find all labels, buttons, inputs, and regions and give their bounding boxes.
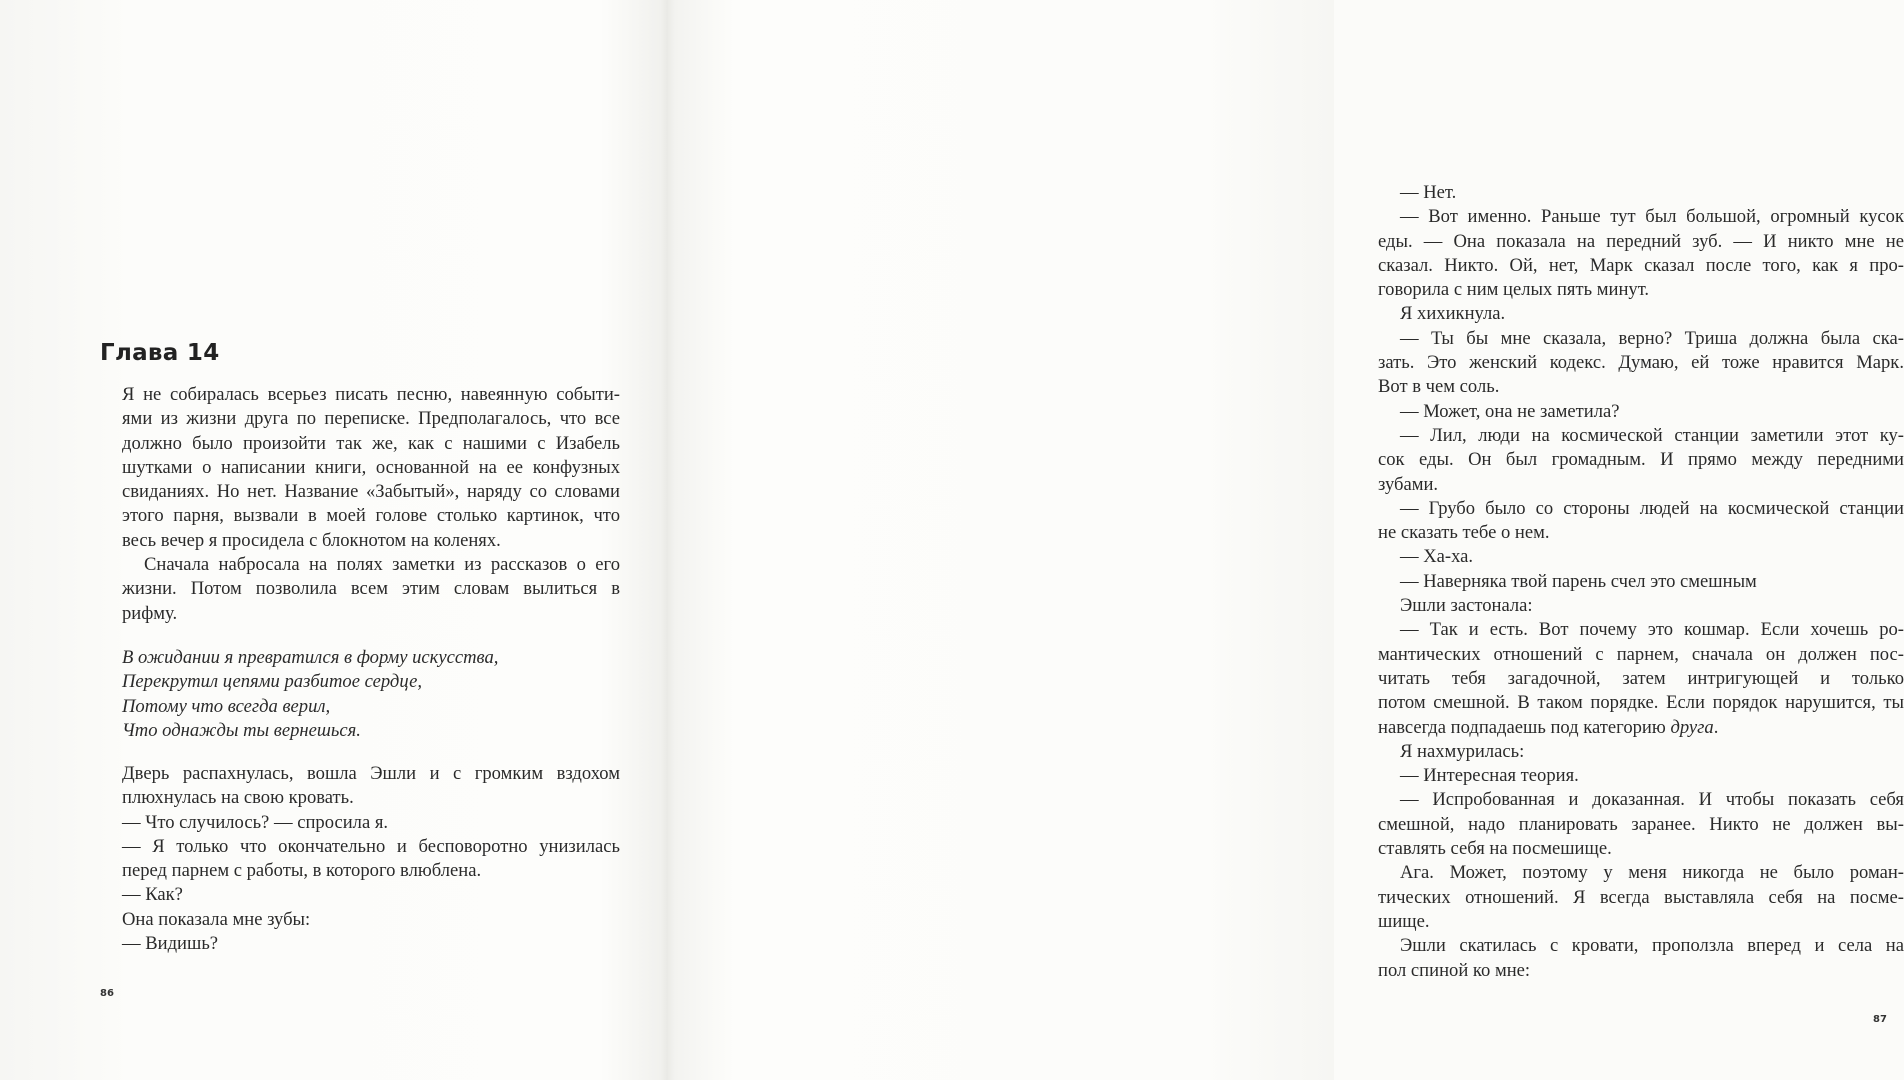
text-fragment: навсегда подпадаешь под категорию <box>1378 716 1666 738</box>
text-line: — Вот именно. Раньше тут был большой, огромный кусок <box>1400 206 1904 228</box>
text-line: не сказать тебе о нем. <box>1378 522 1550 544</box>
text-line: должно было произойти так же, как с нашими с Изабель <box>122 432 620 454</box>
text-line: Я хихикнула. <box>1400 303 1506 325</box>
text-line: читать тебя загадочной, затем интригующей и только <box>1378 667 1904 689</box>
text-line: этого парня, вызвали в моей голове столько картинок, что <box>122 505 620 527</box>
text-line: ями из жизни друга по переписке. Предполагалось, что все <box>122 408 620 430</box>
left-page <box>0 0 667 1080</box>
text-line: — Испробованная и доказанная. И чтобы показать себя <box>1400 789 1904 811</box>
left-dialog-text <box>122 762 620 956</box>
text-line: говорила с ним целых пять минут. <box>1378 279 1650 301</box>
text-line: смешной, надо планировать заранее. Никто не должен вы- <box>1378 813 1904 835</box>
text-line: сок еды. Он был громадным. И прямо между передними <box>1378 449 1904 471</box>
text-line: Вот в чем соль. <box>1378 376 1500 398</box>
poem-line: В ожидании я превратился в форму искусства, <box>122 647 499 668</box>
page-number: 86 <box>100 988 114 999</box>
text-line: свиданиях. Но нет. Название «Забытый», наряду со словами <box>122 481 620 503</box>
text-line: шутками о написании книги, основанной на ее конфузных <box>122 456 620 478</box>
text-line: пол спиной ко мне: <box>1378 959 1531 981</box>
text-line: зать. Это женский кодекс. Думаю, ей тоже нравится Марк. <box>1378 352 1904 374</box>
text-line: — Видишь? <box>122 933 219 955</box>
poem-block <box>122 646 498 743</box>
text-line: потом смешной. В таком порядке. Если порядок нарушится, ты <box>1378 692 1904 714</box>
text-line: перед парнем с работы, в которого влюблена. <box>122 860 482 882</box>
page-number: 87 <box>1873 1014 1887 1025</box>
text-line: — Как? <box>122 884 183 906</box>
text-line <box>1378 716 1904 740</box>
text-line: Я нахмурилась: <box>1400 740 1525 762</box>
text-line: — Так и есть. Вот почему это кошмар. Если хочешь ро- <box>1400 619 1904 641</box>
text-line: Она показала мне зубы: <box>122 908 311 930</box>
text-line: — Лил, люди на космической станции заметили этот ку- <box>1400 424 1904 446</box>
text-line: — Грубо было со стороны людей на космической станции <box>1400 497 1904 519</box>
right-body-text <box>1378 181 1904 983</box>
text-line: сказал. Никто. Ой, нет, Марк сказал после того, как я про- <box>1378 254 1904 276</box>
text-line: Эшли застонала: <box>1400 595 1533 617</box>
poem-line: Потому что всегда верил, <box>122 695 331 717</box>
text-line: шище. <box>1378 910 1430 932</box>
left-body-text <box>122 383 620 626</box>
text-line: Я не собиралась всерьез писать песню, навеянную событи- <box>122 384 620 405</box>
text-line: — Я только что окончательно и бесповоротно унизилась <box>122 835 620 857</box>
text-line: — Может, она не заметила? <box>1400 400 1620 422</box>
text-line: Ага. Может, поэтому у меня никогда не было роман- <box>1400 862 1904 884</box>
text-line: мантических отношений с парнем, сначала он должен пос- <box>1378 643 1904 665</box>
right-page <box>667 0 1904 1080</box>
text-line: рифму. <box>122 602 178 624</box>
text-line: еды. — Она показала на передний зуб. — И никто мне не <box>1378 230 1904 252</box>
text-line: — Ха-ха. <box>1400 546 1474 568</box>
text-line: тических отношений. Я всегда выставляла себя на посме- <box>1378 886 1904 908</box>
text-line: зубами. <box>1378 473 1439 495</box>
text-line: — Ты бы мне сказала, верно? Триша должна была ска- <box>1400 327 1904 349</box>
text-line: — Наверняка твой парень счел это смешным <box>1400 570 1757 592</box>
text-line: Эшли скатилась с кровати, проползла вперед и села на <box>1400 935 1904 957</box>
poem-line: Перекрутил цепями разбитое сердце, <box>122 671 422 693</box>
poem-line: Что однажды ты вернешься. <box>122 719 361 741</box>
text-line: весь вечер я просидела с блокнотом на коленях. <box>122 529 501 551</box>
text-line: — Нет. <box>1400 182 1457 203</box>
text-line: Дверь распахнулась, вошла Эшли и с громким вздохом <box>122 763 620 784</box>
text-line: ставлять себя на посмешище. <box>1378 838 1612 860</box>
text-line: жизни. Потом позволила всем этим словам вылиться в <box>122 578 620 600</box>
text-line: — Интересная теория. <box>1400 765 1579 787</box>
text-fragment: . <box>1713 716 1719 738</box>
text-line: Сначала набросала на полях заметки из рассказов о его <box>144 554 620 576</box>
text-line: — Что случилось? — спросила я. <box>122 811 389 833</box>
chapter-title: Глава 14 <box>100 340 220 366</box>
emphasis-text: друга <box>1670 716 1714 738</box>
text-line: плюхнулась на свою кровать. <box>122 787 354 809</box>
